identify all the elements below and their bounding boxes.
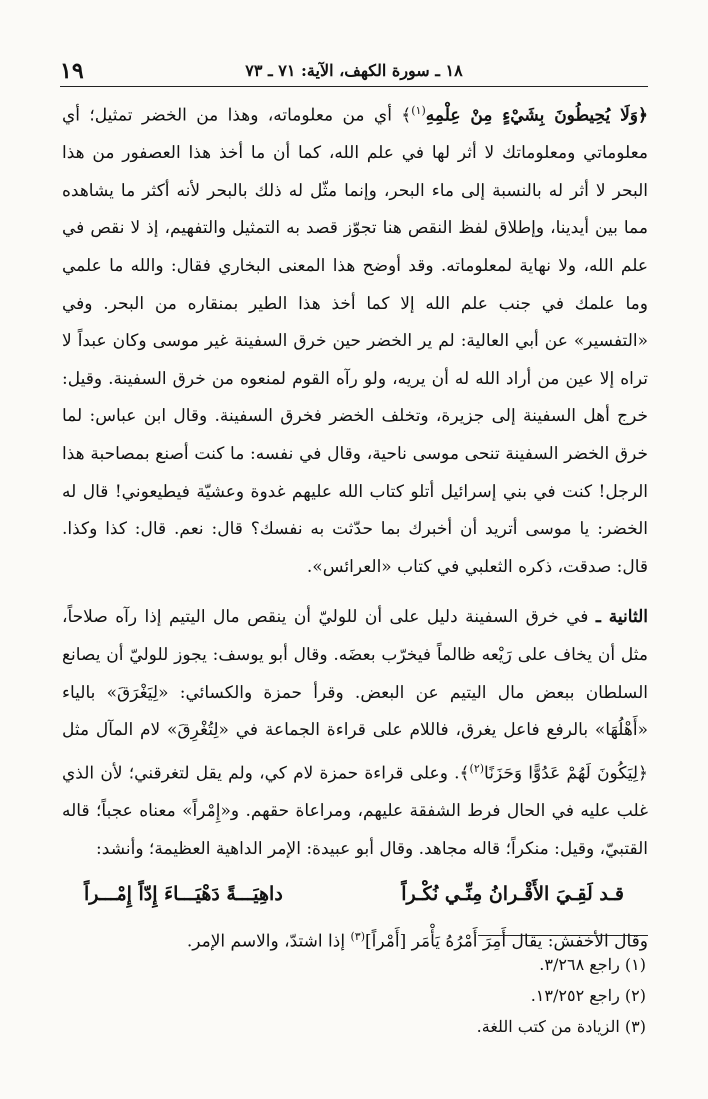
- paragraph-1: [62, 92, 648, 586]
- paragraph-text: في خرق السفينة دليل على أن للوليّ أن ينقص مال اليتيم إذا رآه صلاحاً، مثل أن يخاف على رَيْعه ظالماً فيخرّب بعضَه. وقال أبو يوسف: يجوز للوليّ أن يصانع السلطان ببعض مال اليتيم عن البعض. وقرأ حمزة والكسائي: «لِيَغْرَقَ» بالياء «أَهْلُهَا» بالرفع فاعل يغرق، فاللام على قراءة الجماعة في «لِتُغْرِقَ» لام المآل مثل ﴿لِيَكُونَ لَهُمْ عَدُوًّا وَحَزَنًا: [62, 607, 648, 784]
- poem-second-hemistich: داهِيَـــةً دَهْيَـــاءَ إِدّاً إِمْـــراً: [84, 883, 283, 906]
- quran-verse: ﴿وَلَا يُحِيطُونَ بِشَيْءٍ مِنْ عِلْمِهِ: [425, 105, 648, 126]
- footnotes: [62, 949, 646, 1042]
- paragraph-text: ﴾. وعلى قراءة حمزة لام كي، ولم يقل لتغرقني؛ لأن الذي غلب عليه في الحال فرط الشفقة عليهم، ومراعاة حقهم. و«إِمْراً» معناه عجباً؛ قاله القتبيّ، وقيل: منكراً؛ قاله مجاهد. وقال أبو عبيدة: الإمر الداهية العظيمة؛ وأنشد:: [62, 763, 648, 859]
- poem-verse: [62, 868, 648, 918]
- footnote: (٢) راجع ١٣/٢٥٢.: [530, 986, 646, 1005]
- page-number: ١٩: [60, 58, 84, 84]
- footnote-ref: (٣): [350, 929, 365, 943]
- footnote: (٣) الزيادة من كتب اللغة.: [476, 1017, 646, 1036]
- footnote-divider: [478, 935, 648, 936]
- paragraph-2: [62, 599, 648, 868]
- paragraph-text: وقال الأخفش: يقال أَمِرَ أَمْرُهُ يَأْمَر [أَمْراً]: [365, 931, 648, 952]
- poem-first-hemistich: قـد لَقِـيَ الأَقْـرانُ مِنِّـي نُكْـراً: [401, 883, 624, 906]
- footnote-ref: (١): [411, 104, 426, 117]
- footnote-ref: (٢): [469, 761, 485, 775]
- paragraph-text: إذا اشتدّ، والاسم الإمر.: [186, 931, 351, 952]
- paragraph-text: ﴾ أي من معلوماته، وهذا من الخضر تمثيل؛ أي معلوماتي ومعلوماتك لا أثر لها في علم الله، كما أن ما أخذ هذا العصفور من هذا البحر لا أثر له بالنسبة إلى ماء البحر، وإنما مثّل له ذلك بالبحر لأنه أكثر ما يشاهده مما بين أيدينا، وإطلاق لفظ النقص هنا تجوّز قصد به التمثيل والتفهيم، إذ لا نقص في علم الله، ولا نهاية لمعلوماته. وقد أوضح هذا المعنى البخاري فقال: والله ما علمي وما علمك في جنب علم الله إلا كما أخذ هذا الطير بمنقاره من البحر. وفي «التفسير» عن أبي العالية: لم ير الخضر حين خرق السفينة غير موسى وكان عبداً لا تراه إلا عين من أراد الله له أن يريه، ولو رآه القوم لمنعوه من خرق السفينة. وقيل: خرج أهل السفينة إلى جزيرة، وتخلف الخضر فخرق السفينة. وقال ابن عباس: لما خرق الخضر السفينة تنحى موسى ناحية، وقال في نفسه: ما كنت أصنع بمصاحبة هذا الرجل! كنت في بني إسرائيل أتلو كتاب الله عليهم غدوة وعشيّة فيطيعوني! قال له الخضر: يا موسى أتريد أن أخبرك بما حدّثت به نفسك؟ قال: نعم. قال: كذا وكذا. قال: صدقت، ذكره الثعلبي في كتاب «العرائس».: [62, 105, 648, 577]
- main-text: [62, 92, 648, 961]
- section-lead: الثانية ـ: [595, 607, 648, 628]
- page-header: [60, 56, 648, 87]
- running-head: ١٨ ـ سورة الكهف، الآية: ٧١ ـ ٧٣: [245, 61, 463, 80]
- footnote: (١) راجع ٣/٢٦٨.: [539, 955, 646, 974]
